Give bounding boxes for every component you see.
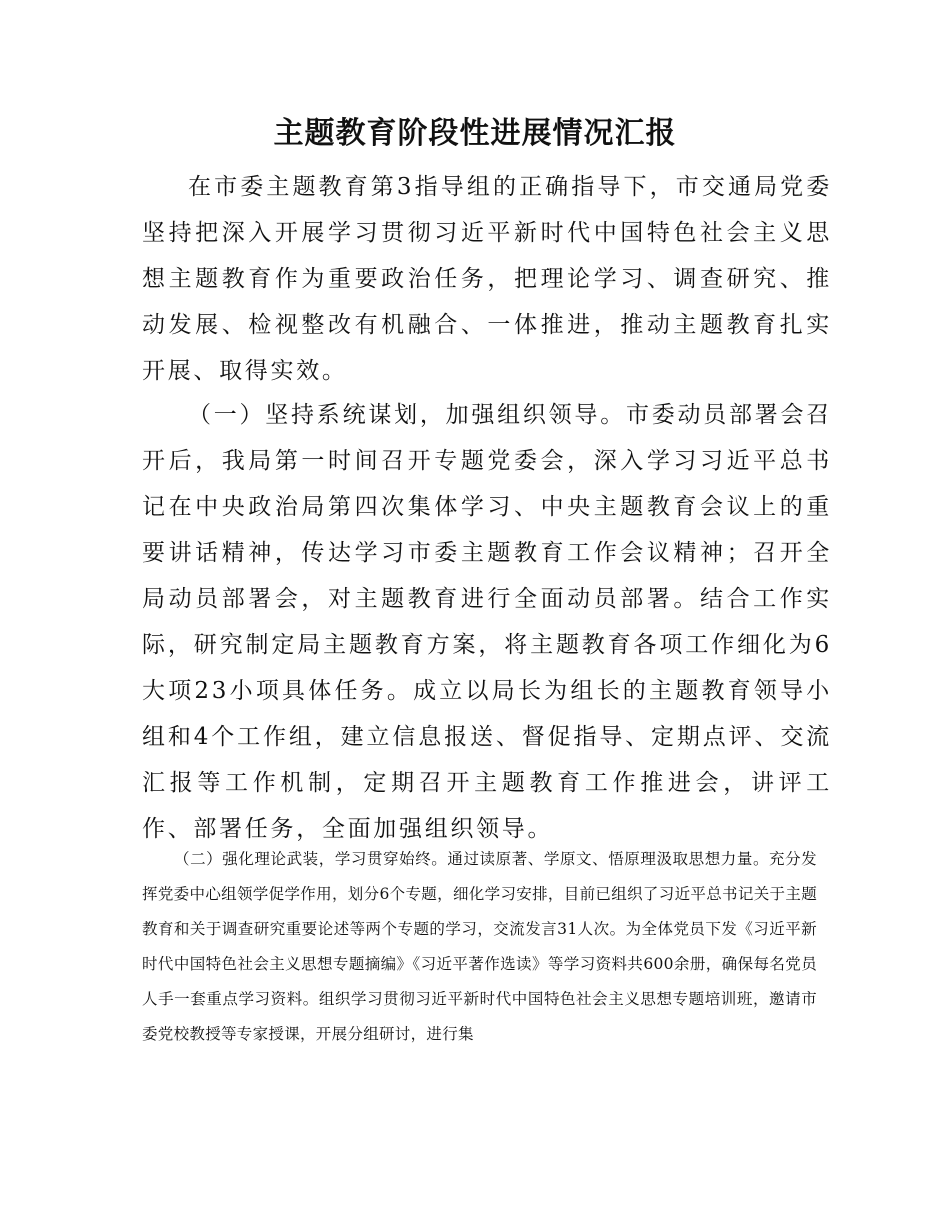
section-two-paragraph: （二）强化理论武装，学习贯穿始终。通过读原著、学原文、悟原理汲取思想力量。充分发挥党委中心组领学促学作用，划分6个专题，细化学习安排，目前已组织了习近平总书记关于主题教育和关于调查研究重要论述等两个专题的学习，交流发言31人次。为全体党员下发《习近平新时代中国特色社会主义思想专题摘编》《习近平著作选读》等学习资料共600余册，确保每名党员人手一套重点学习资料。组织学习贯彻习近平新时代中国特色社会主义思想专题培训班，邀请市委党校教授等专家授课，开展分组研讨，进行集 [142, 850, 817, 1043]
section-one-paragraph: （一）坚持系统谋划，加强组织领导。市委动员部署会召开后，我局第一时间召开专题党委会，深入学习习近平总书记在中央政治局第四次集体学习、中央主题教育会议上的重要讲话精神，传达学习市委主题教育工作会议精神；召开全局动员部署会，对主题教育进行全面动员部署。结合工作实际，研究制定局主题教育方案，将主题教育各项工作细化为6大项23小项具体任务。成立以局长为组长的主题教育领导小组和4个工作组，建立信息报送、督促指导、定期点评、交流汇报等工作机制，定期召开主题教育工作推进会，讲评工作、部署任务，全面加强组织领导。 [142, 402, 832, 842]
document-title: 主题教育阶段性进展情况汇报 [273, 116, 677, 151]
intro-paragraph: 在市委主题教育第3指导组的正确指导下，市交通局党委坚持把深入开展学习贯彻习近平新时代中国特色社会主义思想主题教育作为重要政治任务，把理论学习、调查研究、推动发展、检视整改有机融合、一体推进，推动主题教育扎实开展、取得实效。 [142, 174, 832, 384]
